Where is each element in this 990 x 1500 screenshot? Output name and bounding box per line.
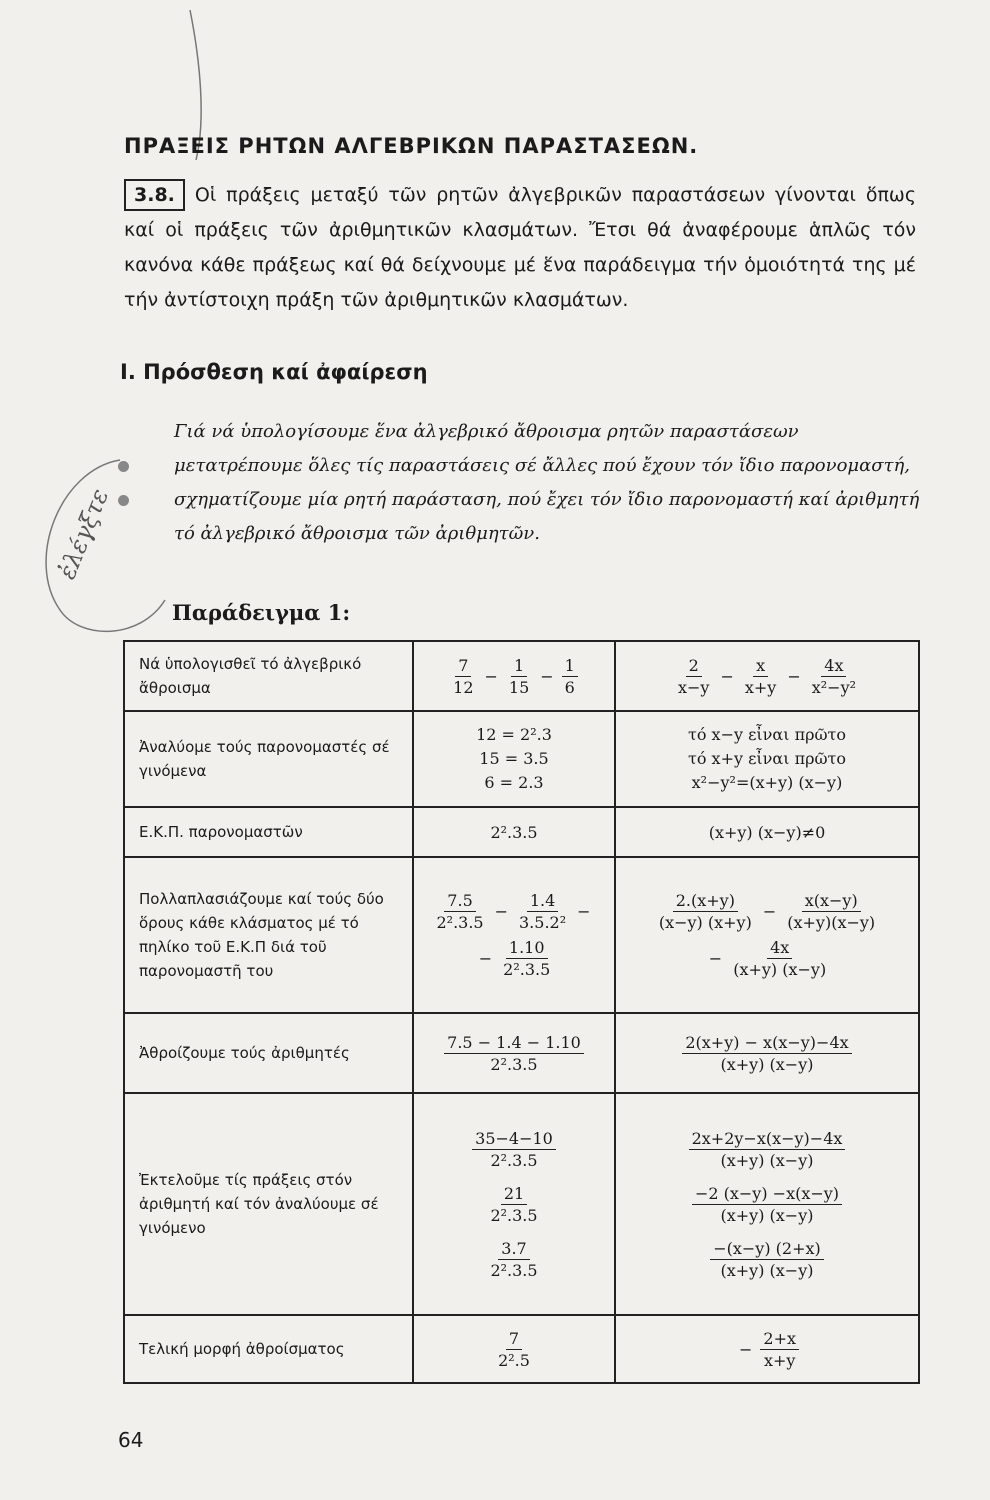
row-label: Τελική μορφή ἀθροίσματος [124, 1315, 413, 1383]
row-label: Ε.Κ.Π. παρονομαστῶν [124, 807, 413, 857]
row-label: Ἀθροίζουμε τούς ἀριθμητές [124, 1013, 413, 1093]
subsection-heading: I. Πρόσθεση καί ἀφαίρεση [120, 360, 428, 384]
section-title: ΠΡΑΞΕΙΣ ΡΗΤΩΝ ΑΛΓΕΒΡΙΚΩΝ ΠΑΡΑΣΤΑΣΕΩΝ. [124, 134, 699, 158]
rule-lead: Γιά νά ὑπολογίσουμε ἕνα ἀλγεβρικό ἄθροισμα ρητῶν παραστάσεων [174, 421, 799, 442]
example-title: Παράδειγμα 1: [172, 600, 351, 625]
table-row [124, 857, 919, 1013]
numeric-cell: $\frac{7.5 - 1.4 - 1.10}{\text{2².3.5}}$ [413, 1013, 615, 1093]
rule-bullet-2-text: σχηματίζουμε μία ρητή παράσταση, πού ἔχει τόν ἴδιο παρονομαστή καί ἀριθμητή τό ἀλγεβρικό ἄθροισμα τῶν ἀριθμητῶν. [174, 489, 920, 544]
intro-text: Οἱ πράξεις μεταξύ τῶν ρητῶν ἀλγεβρικῶν παραστάσεων γίνονται ὅπως καί οἱ πράξεις τῶν ἀριθμητικῶν κλασμάτων. Ἔτσι θά ἀναφέρουμε ἁπλῶς τόν κανόνα κάθε πράξεως καί θά δείχνουμε μέ ἕνα παράδειγμα τήν ὁμοιότητά της μέ τήν ἀντίστοιχη πράξη τῶν ἀριθμητικῶν κλασμάτων. [124, 184, 916, 311]
rule-text [140, 415, 920, 551]
rule-bullet-2 [140, 483, 920, 551]
row-label: Πολλαπλασιάζουμε καί τούς δύο ὅρους κάθε κλάσματος μέ τό πηλίκο τοῦ Ε.Κ.Π διά τοῦ παρονομαστῆ του [124, 857, 413, 1013]
rule-bullet-1-text: μετατρέπουμε ὅλες τίς παραστάσεις σέ ἄλλες πού ἔχουν τόν ἴδιο παρονομαστή, [174, 455, 911, 476]
bullet-icon [118, 461, 129, 472]
algebraic-cell: $\frac{2x+2y-x(x-y)-4x}{(x+y) (x-y)}$ $\frac{-2 (x-y) -x(x-y)}{(x+y) (x-y)}$ $\frac{-(x-y) (2+x)}{(x+y) (x-y)}$ [615, 1093, 919, 1315]
page-number: 64 [118, 1428, 144, 1452]
intro-paragraph [124, 178, 916, 318]
table-row [124, 1315, 919, 1383]
table-row [124, 711, 919, 807]
numeric-cell: $\frac{35-4-10}{\text{2².3.5}}$ $\frac{21}{\text{2².3.5}}$ $\frac{3.7}{\text{2².3.5}}$ [413, 1093, 615, 1315]
numeric-cell: 2².3.5 [413, 807, 615, 857]
numeric-cell: $\frac{7.5}{\text{2².3.5}}$ − $\frac{1.4}{\text{3.5.2²}}$ − − $\frac{1.10}{\text{2².3.5}}$ [413, 857, 615, 1013]
row-label: Ἐκτελοῦμε τίς πράξεις στόν ἀριθμητή καί τόν ἀναλύουμε σέ γινόμενο [124, 1093, 413, 1315]
table-row [124, 1093, 919, 1315]
algebraic-cell: $\frac{2.(x+y)}{(x-y) (x+y)}$ − $\frac{x(x-y)}{(x+y)(x-y)}$ − $\frac{4x}{(x+y) (x-y)}$ [615, 857, 919, 1013]
numeric-cell: 12 = 2².3 15 = 3.5 6 = 2.3 [413, 711, 615, 807]
row-label: Νά ὑπολογισθεῖ τό ἀλγεβρικό ἄθροισμα [124, 641, 413, 711]
section-number: 3.8. [124, 179, 185, 211]
numeric-cell: $\frac{7}{\text{2².5}}$ [413, 1315, 615, 1383]
table-row [124, 1013, 919, 1093]
rule-bullet-1 [140, 449, 920, 483]
numeric-cell: $\frac{7}{12}$ − $\frac{1}{15}$ − $\frac{1}{6}$ [413, 641, 615, 711]
row-label: Ἀναλύομε τούς παρονομαστές σέ γινόμενα [124, 711, 413, 807]
table-row [124, 641, 919, 711]
algebraic-cell: − $\frac{2+x}{x+y}$ [615, 1315, 919, 1383]
algebraic-cell: (x+y) (x−y)≠0 [615, 807, 919, 857]
bullet-icon [118, 495, 129, 506]
handwritten-margin-note: ἐλέγξτε [52, 484, 115, 584]
algebraic-cell: $\frac{2}{x-y}$ − $\frac{x}{x+y}$ − $\frac{4x}{\text{x²−y²}}$ [615, 641, 919, 711]
algebraic-cell: $\frac{2(x+y) - x(x-y)-4x}{(x+y) (x-y)}$ [615, 1013, 919, 1093]
algebraic-cell: τό x−y εἶναι πρῶτο τό x+y εἶναι πρῶτο x²−y²=(x+y) (x−y) [615, 711, 919, 807]
table-row [124, 807, 919, 857]
example-table [123, 640, 920, 1384]
